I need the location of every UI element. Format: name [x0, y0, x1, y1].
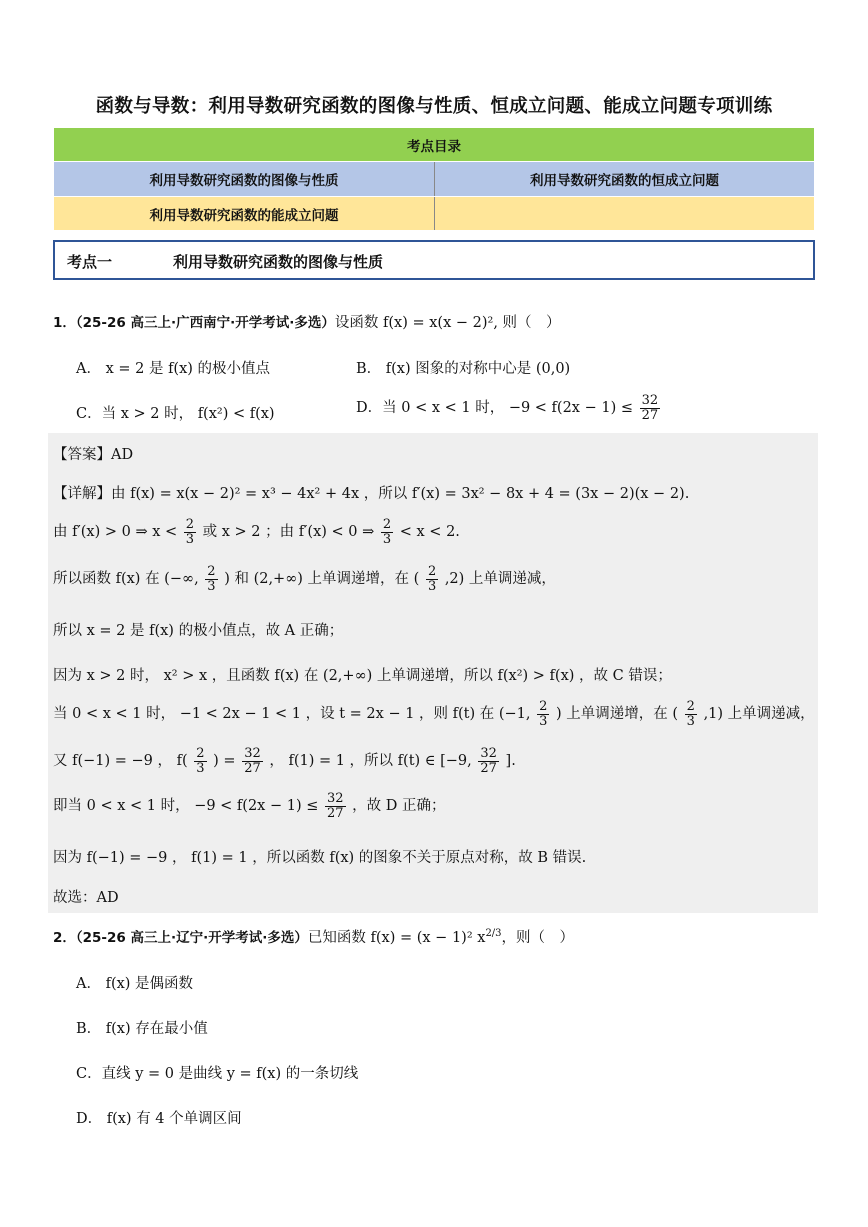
- question-1-option-c[interactable]: C．当 x > 2 时， f(x²) < f(x): [76, 406, 275, 422]
- toc-item-3[interactable]: 利用导数研究函数的能成立问题: [54, 197, 435, 231]
- question-2-option-c[interactable]: C．直线 y = 0 是曲线 y = f(x) 的一条切线: [76, 1066, 359, 1082]
- detail-line-2: 由 f′(x) > 0 ⇒ x < $\frac{2}{3}$ 或 x > 2 ；由 f′(x) < 0 ⇒ $\frac{2}{3}$ < x < 2.: [53, 517, 460, 547]
- question-2-stem: 已知函数 f(x) = (x − 1)² x: [307, 930, 486, 946]
- fraction-32-27: $\frac{32}{27}$: [480, 746, 497, 776]
- question-2-option-b[interactable]: B． f(x) 存在最小值: [76, 1021, 208, 1037]
- section-number: 考点一: [67, 253, 113, 271]
- detail-line-5: 因为 x > 2 时， x² > x ，且函数 f(x) 在 (2,+∞) 上单调递增，所以 f(x²) > f(x) ，故 C 错误；: [53, 668, 672, 684]
- question-1-option-d[interactable]: [356, 394, 662, 422]
- detail-line-9: 因为 f(−1) = −9 ， f(1) = 1 ，所以函数 f(x) 的图象不关于原点对称，故 B 错误.: [53, 850, 587, 866]
- fraction-2-3: $\frac{2}{3}$: [539, 699, 548, 729]
- toc-table: [53, 127, 815, 231]
- question-1-stem-line: [53, 311, 561, 332]
- fraction-2-3: $\frac{2}{3}$: [185, 517, 195, 547]
- question-2-option-a[interactable]: A． f(x) 是偶函数: [76, 976, 194, 992]
- fraction-2-3: $\frac{2}{3}$: [196, 746, 205, 776]
- fraction-32-27: $\frac{32}{27}$: [326, 791, 344, 821]
- section-heading-box: [53, 240, 815, 280]
- detail-line-6: 当 0 < x < 1 时， −1 < 2x − 1 < 1 ，设 t = 2x − 1 ，则 f(t) 在 (−1, $\frac{2}{3}$ ) 上单调递增，在 ( $\frac{2}{3}$ ,1) 上单调递减，: [53, 699, 815, 729]
- toc-item-2[interactable]: 利用导数研究函数的恒成立问题: [435, 162, 815, 197]
- question-1-stem: 设函数 f(x) = x(x − 2)², 则（ ）: [334, 315, 561, 331]
- detail-line-7: 又 f(−1) = −9 ， f( $\frac{2}{3}$ ) = $\frac{32}{27}$ ， f(1) = 1 ，所以 f(t) ∈ [−9, $\frac{32}{27}$ ].: [53, 746, 516, 776]
- toc-item-1[interactable]: 利用导数研究函数的图像与性质: [54, 162, 435, 197]
- toc-header: 考点目录: [54, 128, 815, 162]
- fraction-2-3: $\frac{2}{3}$: [686, 699, 695, 729]
- question-1-option-a[interactable]: A． x = 2 是 f(x) 的极小值点: [76, 361, 271, 377]
- fraction-2-3: $\frac{2}{3}$: [207, 564, 216, 594]
- fraction-32-27: $\frac{32}{27}$: [641, 393, 659, 423]
- question-2-option-d[interactable]: D． f(x) 有 4 个单调区间: [76, 1111, 242, 1127]
- detail-line-1: 【详解】由 f(x) = x(x − 2)² = x³ − 4x² + 4x ，所以 f′(x) = 3x² − 8x + 4 = (3x − 2)(x − 2).: [53, 486, 690, 502]
- final-choice-line: 故选：AD: [53, 890, 119, 906]
- exponent-2-3: 2/3: [485, 928, 502, 940]
- question-2-source: 2．（25-26 高三上·辽宁·开学考试·多选）: [53, 930, 308, 946]
- option-d-text: D．当 0 < x < 1 时， −9 < f(2x − 1) ≤: [356, 400, 633, 417]
- question-1-source: 1．（25-26 高三上·广西南宁·开学考试·多选）: [53, 315, 335, 331]
- fraction-32-27: $\frac{32}{27}$: [244, 746, 261, 776]
- section-name: 利用导数研究函数的图像与性质: [173, 253, 384, 271]
- fraction-2-3: $\frac{2}{3}$: [382, 517, 392, 547]
- detail-line-4: 所以 x = 2 是 f(x) 的极小值点，故 A 正确；: [53, 623, 344, 639]
- detail-line-3: 所以函数 f(x) 在 (−∞, $\frac{2}{3}$ ) 和 (2,+∞) 上单调递增，在 ( $\frac{2}{3}$ ,2) 上单调递减，: [53, 564, 556, 594]
- answer-line: 【答案】AD: [53, 447, 134, 463]
- question-2-stem-line: 2．（25-26 高三上·辽宁·开学考试·多选）已知函数 f(x) = (x − 1)² $x^{2/3}$，则（ ）: [53, 928, 575, 946]
- question-1-option-b[interactable]: B． f(x) 图象的对称中心是 (0,0): [356, 361, 571, 377]
- detail-line-8: 即当 0 < x < 1 时， −9 < f(2x − 1) ≤ $\frac{32}{27}$ ，故 D 正确；: [53, 791, 446, 821]
- toc-empty-cell: [435, 197, 815, 231]
- document-title: 函数与导数：利用导数研究函数的图像与性质、恒成立问题、能成立问题专项训练: [95, 96, 773, 117]
- fraction-2-3: $\frac{2}{3}$: [427, 564, 437, 594]
